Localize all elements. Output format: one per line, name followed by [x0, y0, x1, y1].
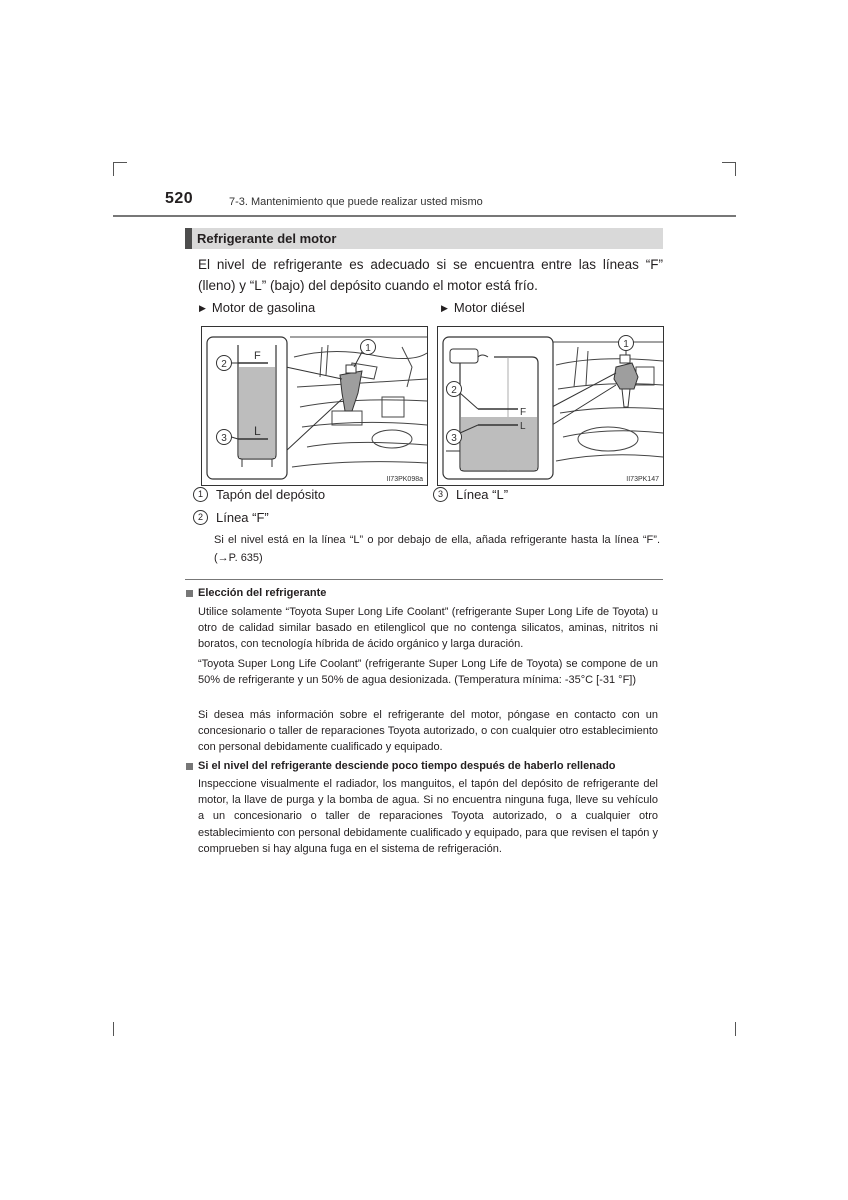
- section-heading: [185, 228, 663, 249]
- svg-text:3: 3: [221, 433, 227, 444]
- subsection-heading-text: Si el nivel del refrigerante desciende poco tiempo después de haberlo rellenado: [198, 760, 616, 772]
- svg-text:1: 1: [623, 339, 629, 350]
- paragraph: Utilice solamente “Toyota Super Long Life Coolant” (refrigerante Super Long Life de Toyota) u otro de calidad similar basado en etilenglicol que no contenga silicatos, aminas, nitritos ni boratos, con tecnología híbrida de ácido orgánico y larga duración.: [198, 606, 658, 651]
- marker-1: [361, 340, 376, 355]
- marker-3: [447, 430, 462, 445]
- legend-item-2: [193, 510, 269, 525]
- legend-number: 2: [193, 510, 208, 525]
- section-divider: [185, 579, 663, 580]
- crop-mark-top-left-h: [113, 162, 127, 163]
- chapter-title: 7-3. Mantenimiento que puede realizar usted mismo: [229, 196, 483, 208]
- line-f-label: F: [520, 407, 527, 418]
- line-f-label: F: [254, 350, 261, 362]
- subsection-heading-coolant-choice: [186, 587, 326, 599]
- subsection-heading-text: Elección del refrigerante: [198, 587, 327, 599]
- crop-mark-top-right-v: [735, 162, 736, 176]
- subsection-heading-level-drops: [186, 760, 616, 772]
- crop-mark-top-right-h: [722, 162, 736, 163]
- intro-paragraph: El nivel de refrigerante es adecuado si se encuentra entre las líneas “F” (lleno) y “L” (bajo) del depósito cuando el motor está frío.: [198, 257, 663, 293]
- svg-text:2: 2: [221, 359, 227, 370]
- legend-label: Tapón del depósito: [216, 487, 326, 502]
- paragraph: Si desea más información sobre el refrigerante del motor, póngase en contacto con un concesionario o taller de reparaciones Toyota autorizado, o con cualquier otro establecimiento con personal debidamente cualificado y equipado.: [198, 709, 658, 754]
- caption-gasoline-label: Motor de gasolina: [211, 300, 316, 315]
- triangle-bullet-icon: ▶: [199, 303, 206, 313]
- marker-2: [447, 382, 462, 397]
- page-number: 520: [165, 190, 194, 207]
- legend-item-1: [193, 487, 325, 502]
- paragraph: Inspeccione visualmente el radiador, los manguitos, el tapón del depósito de refrigerante del motor, la llave de purga y la bomba de agua. Si no encuentra ninguna fuga, lleve su vehículo a un concesionario o taller de reparaciones Toyota autorizado, o a cualquier otro establecimiento con personal debidamente cualificado y equipado, para que revisen el tapón y comprueben si hay alguna fuga en el sistema de refrigeración.: [198, 778, 658, 855]
- marker-3: [217, 430, 232, 445]
- gasoline-engine-illustration: [202, 327, 427, 485]
- line-l-label: L: [520, 421, 526, 432]
- svg-text:1: 1: [365, 343, 371, 354]
- diesel-engine-illustration: [438, 327, 663, 485]
- figure-diesel-engine: [437, 326, 664, 486]
- crop-mark-bottom-right: [735, 1022, 736, 1036]
- triangle-bullet-icon: ▶: [441, 303, 448, 313]
- crop-mark-bottom-left: [113, 1022, 114, 1036]
- square-bullet-icon: [186, 590, 193, 597]
- legend-label: Línea “F”: [216, 510, 269, 525]
- figure-gasoline-engine: [201, 326, 428, 486]
- marker-2: [217, 356, 232, 371]
- legend-item-3: [433, 487, 508, 502]
- svg-text:2: 2: [451, 385, 457, 396]
- marker-1: [619, 336, 634, 351]
- figure-code: II73PK098a: [386, 476, 423, 483]
- crop-mark-top-left-v: [113, 162, 114, 176]
- svg-text:3: 3: [451, 433, 457, 444]
- figure-code: II73PK147: [626, 476, 659, 483]
- section-title: Refrigerante del motor: [197, 231, 337, 246]
- section-heading-accent: [185, 228, 192, 249]
- legend-number: 1: [193, 487, 208, 502]
- square-bullet-icon: [186, 763, 193, 770]
- caption-diesel: [441, 300, 525, 315]
- legend-number: 3: [433, 487, 448, 502]
- paragraph: “Toyota Super Long Life Coolant” (refrigerante Super Long Life de Toyota) se compone de un 50% de refrigerante y un 50% de agua desionizada. (Temperatura mínima: -35°C [-31 °F]): [198, 658, 658, 687]
- header-divider: [113, 215, 736, 217]
- line-l-label: L: [254, 424, 261, 438]
- caption-diesel-label: Motor diésel: [453, 300, 525, 315]
- caption-gasoline: [199, 300, 315, 315]
- legend-label: Línea “L”: [456, 487, 509, 502]
- refill-note: Si el nivel está en la línea “L” o por debajo de ella, añada refrigerante hasta la línea “F”. (→P. 635): [214, 534, 660, 564]
